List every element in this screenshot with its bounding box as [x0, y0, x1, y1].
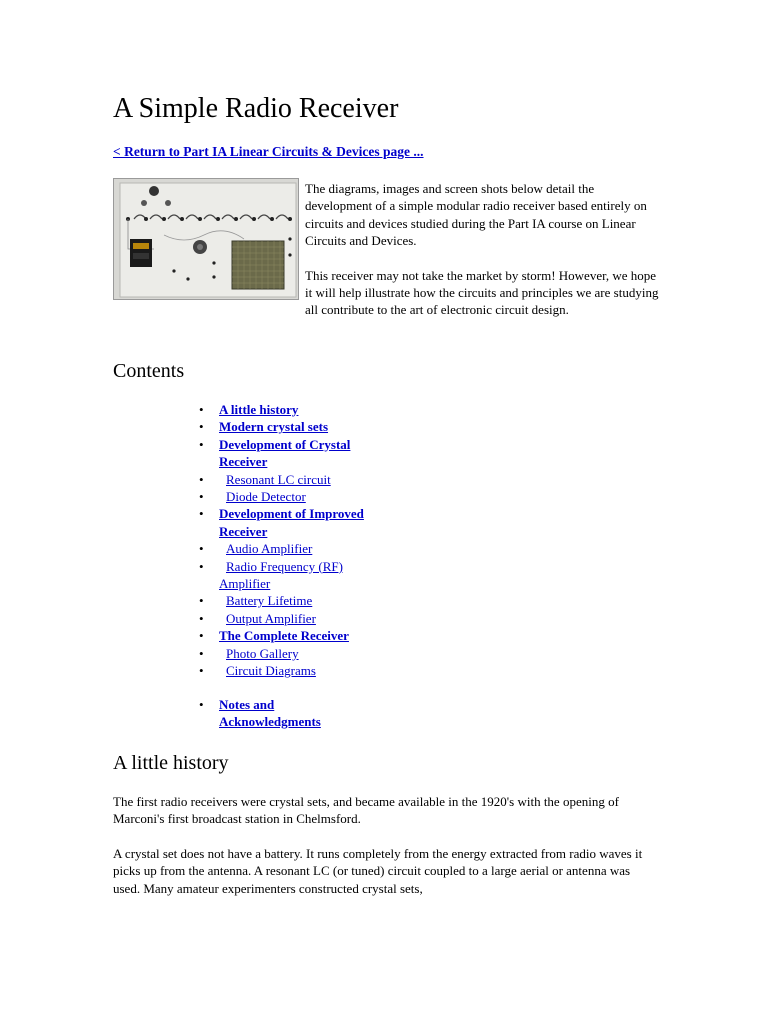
toc-link-complete-receiver[interactable]: The Complete Receiver [219, 628, 349, 644]
list-item [197, 610, 377, 627]
list-item [197, 592, 377, 609]
toc-link-modern-crystal-sets[interactable]: Modern crystal sets [219, 419, 329, 435]
list-item [197, 558, 377, 593]
toc-link-development-improved-receiver[interactable]: Development of Improved Receiver [219, 506, 364, 539]
toc-link-photo-gallery[interactable]: Photo Gallery [226, 645, 299, 661]
bullet-icon: • [199, 663, 204, 679]
history-heading: A little history [113, 752, 229, 774]
bullet-icon: • [199, 541, 204, 557]
bullet-icon: • [199, 593, 204, 609]
receiver-photo [113, 178, 299, 300]
toc-link-circuit-diagrams[interactable]: Circuit Diagrams [226, 663, 316, 679]
bullet-icon: • [199, 506, 204, 522]
toc-link-output-amplifier[interactable]: Output Amplifier [226, 610, 316, 626]
bullet-icon: • [199, 696, 204, 712]
contents-list [197, 401, 377, 730]
bullet-icon: • [199, 419, 204, 435]
list-item [197, 471, 377, 488]
list-item [197, 401, 377, 418]
history-paragraph: A crystal set does not have a battery. It runs completely from the energy extracted from radio waves it picks up from the antenna. A resonant LC (or tuned) circuit coupled to a large aerial or antenna was used. Many amateur experimenters constructed crystal sets, [113, 845, 643, 896]
toc-link-little-history[interactable]: A little history [219, 402, 299, 417]
history-text [113, 793, 648, 914]
toc-link-notes-acknowledgments[interactable]: Notes and Acknowledgments [219, 696, 321, 729]
history-paragraph: The first radio receivers were crystal sets, and became available in the 1920's with the opening of Marconi's first broadcast station in Chelmsford. [113, 794, 619, 827]
list-item [197, 505, 377, 540]
list-item [197, 662, 377, 679]
toc-link-battery-lifetime[interactable]: Battery Lifetime [226, 593, 313, 609]
list-item [197, 696, 377, 731]
bullet-icon: • [199, 628, 204, 644]
receiver-board-image [114, 179, 299, 300]
toc-link-resonant-lc-circuit[interactable]: Resonant LC circuit [226, 471, 331, 487]
bullet-icon: • [199, 645, 204, 661]
toc-link-development-crystal-receiver[interactable]: Development of Crystal Receiver [219, 436, 351, 470]
page-title: A Simple Radio Receiver [113, 93, 399, 124]
bullet-icon: • [199, 402, 204, 417]
bullet-icon: • [199, 558, 204, 574]
bullet-icon: • [199, 489, 204, 505]
list-item [197, 418, 377, 435]
intro-text [305, 180, 661, 336]
list-item [197, 627, 377, 644]
bullet-icon: • [199, 471, 204, 487]
intro-paragraph: This receiver may not take the market by storm! However, we hope it will help illustrate how the circuits and principles we are studying all contribute to the art of electronic circuit design. [305, 267, 659, 318]
toc-link-rf-amplifier[interactable]: Radio Frequency (RF) Amplifier [219, 558, 343, 592]
list-item [197, 488, 377, 505]
list-item [197, 540, 377, 557]
bullet-icon: • [199, 436, 204, 452]
intro-paragraph: The diagrams, images and screen shots below detail the development of a simple modular radio receiver based entirely on circuits and devices studied during the Part IA course on Linear Circuits and Devices. [305, 181, 647, 249]
bullet-icon: • [199, 610, 204, 626]
list-item [197, 436, 377, 471]
list-item [197, 645, 377, 662]
toc-link-diode-detector[interactable]: Diode Detector [226, 489, 306, 505]
toc-link-audio-amplifier[interactable]: Audio Amplifier [226, 541, 313, 557]
contents-heading: Contents [113, 360, 185, 382]
return-link[interactable]: < Return to Part IA Linear Circuits & Devices page ... [113, 144, 424, 159]
